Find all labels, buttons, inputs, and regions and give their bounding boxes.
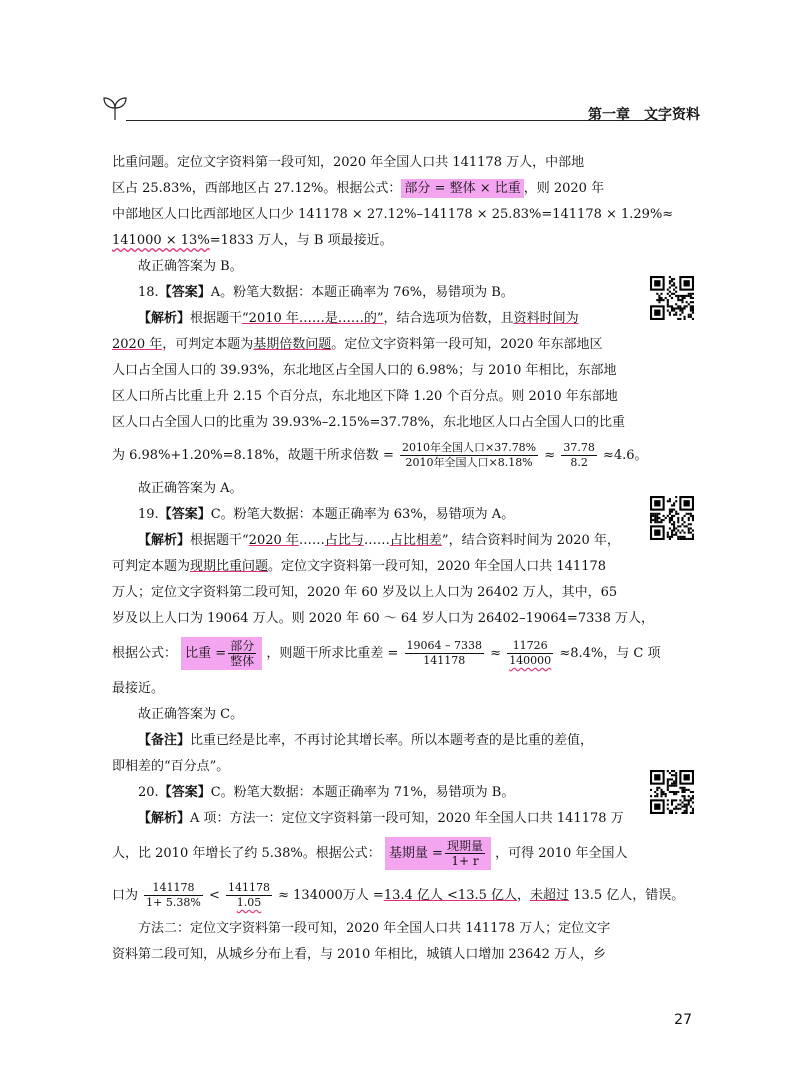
- text-line: 万人；定位文字资料第二段可知，2020 年 60 岁及以上人口为 26402 万人，其中，65: [112, 585, 618, 600]
- text-line: 比重问题。定位文字资料第一段可知，2020 年全国人口共 141178 万人，中部地: [112, 155, 585, 170]
- fraction: $\frac{\text{2010年全国人口×37.78\%}}{\text{2010年全国人口×8.18\%}}$: [401, 441, 537, 469]
- formula-highlight: 基期量 = $\frac{\text{现期量}}{1+ r}$: [385, 837, 491, 870]
- formula-line: 口为 $\frac{141178}{1+ 5.38\%}$ < $\frac{141178}{1.05}$ ≈ 134000万人 =13.4 亿人 <13.5 亿人，未超过 13.5 亿人，错误。: [112, 881, 685, 909]
- text-line: 最接近。: [112, 681, 165, 696]
- page-body: [112, 150, 685, 968]
- formula-line: 根据公式： 比重 = $\frac{\text{部分}}{\text{整体}}$ ，则题干所求比重差 = $\frac{19064 - 7338}{141178}$ ≈ $\frac{11726}{140000}$ ≈8.4%，与 C 项: [112, 639, 661, 668]
- page-header: [100, 92, 700, 132]
- formula-highlight: 部分 = 整体 × 比重: [401, 179, 523, 198]
- fraction: $\frac{19064 - 7338}{141178}$: [406, 639, 482, 667]
- fraction: $\frac{141178}{1+ 5.38\%}$: [146, 881, 201, 909]
- question-18-answer: 18.【答案】A。粉笔大数据：本题正确率为 76%，易错项为 B。: [138, 285, 514, 300]
- text-line: 资料第二段可知，从城乡分布上看，与 2010 年相比，城镇人口增加 23642 万人，乡: [112, 947, 606, 962]
- text-line: 141000 × 13%=1833 万人，与 B 项最接近。: [112, 233, 393, 248]
- formula-line: 为 6.98%+1.20%=8.18%，故题干所求倍数 = $\frac{\text{2010年全国人口×37.78\%}}{\text{2010年全国人口×8.18\%}}$ ≈ $\frac{37.78}{8.2}$ ≈4.6。: [112, 441, 648, 469]
- text-line: 可判定本题为现期比重问题。定位文字资料第一段可知，2020 年全国人口共 141178: [112, 559, 607, 574]
- text-line: 区占 25.83%，西部地区占 27.12%。根据公式： 部分 = 整体 × 比重 ，则 2020 年: [112, 181, 605, 196]
- answer-conclusion: 故正确答案为 A。: [138, 481, 243, 496]
- formula-highlight: 比重 = $\frac{\text{部分}}{\text{整体}}$: [181, 637, 262, 670]
- text-line: 即相差的“百分点”。: [112, 759, 230, 774]
- question-18-analysis: 【解析】根据题干“2010 年……是……的”，结合选项为倍数，且资料时间为: [138, 311, 579, 326]
- question-19-answer: 19.【答案】C。粉笔大数据：本题正确率为 63%，易错项为 A。: [138, 507, 515, 522]
- text-line: 2020 年，可判定本题为基期倍数问题。定位文字资料第一段可知，2020 年东部地区: [112, 337, 603, 352]
- section-label: 文字资料: [644, 107, 700, 123]
- question-19-analysis: 【解析】根据题干“2020 年……占比与……占比相差”，结合资料时间为 2020 年，: [138, 533, 620, 548]
- formula-line: 人，比 2010 年增长了约 5.38%。根据公式： 基期量 = $\frac{\text{现期量}}{1+ r}$ ，可得 2010 年全国人: [112, 839, 628, 868]
- qr-code-icon[interactable]: [650, 496, 694, 540]
- note: 【备注】比重已经是比率，不再讨论其增长率。所以本题考查的是比重的差值，: [138, 733, 594, 748]
- qr-code-icon[interactable]: [650, 770, 694, 814]
- question-20-analysis: 【解析】A 项：方法一：定位文字资料第一段可知，2020 年全国人口共 141178 万: [138, 811, 624, 826]
- text-line: 区人口占全国人口的比重为 39.93%–2.15%=37.78%，东北地区人口占全国人口的比重: [112, 415, 625, 430]
- chapter-title: [574, 104, 700, 124]
- page-number: 27: [674, 1012, 692, 1028]
- fraction: $\frac{11726}{140000}$: [509, 639, 552, 667]
- chapter-label: 第一章: [588, 107, 630, 123]
- text-line: 人口占全国人口的 39.93%，东北地区占全国人口的 6.98%；与 2010 年相比，东部地: [112, 363, 617, 378]
- text-line: 岁及以上人口为 19064 万人。则 2020 年 60 ～ 64 岁人口为 26402–19064=7338 万人，: [112, 611, 655, 626]
- fraction: $\frac{37.78}{8.2}$: [563, 441, 595, 469]
- text-line: 中部地区人口比西部地区人口少 141178 × 27.12%–141178 × 25.83%=141178 × 1.29%≈: [112, 207, 674, 222]
- question-20-answer: 20.【答案】C。粉笔大数据：本题正确率为 71%，易错项为 B。: [138, 785, 515, 800]
- text-line: 区人口所占比重上升 2.15 个百分点，东北地区下降 1.20 个百分点。则 2010 年东部地: [112, 389, 618, 404]
- qr-code-icon[interactable]: [650, 276, 694, 320]
- answer-conclusion: 故正确答案为 B。: [138, 259, 243, 274]
- answer-conclusion: 故正确答案为 C。: [138, 707, 244, 722]
- text-line: 方法二：定位文字资料第一段可知，2020 年全国人口共 141178 万人；定位文字: [138, 921, 611, 936]
- fraction: $\frac{141178}{1.05}$: [228, 881, 270, 909]
- sprout-icon: [100, 92, 130, 122]
